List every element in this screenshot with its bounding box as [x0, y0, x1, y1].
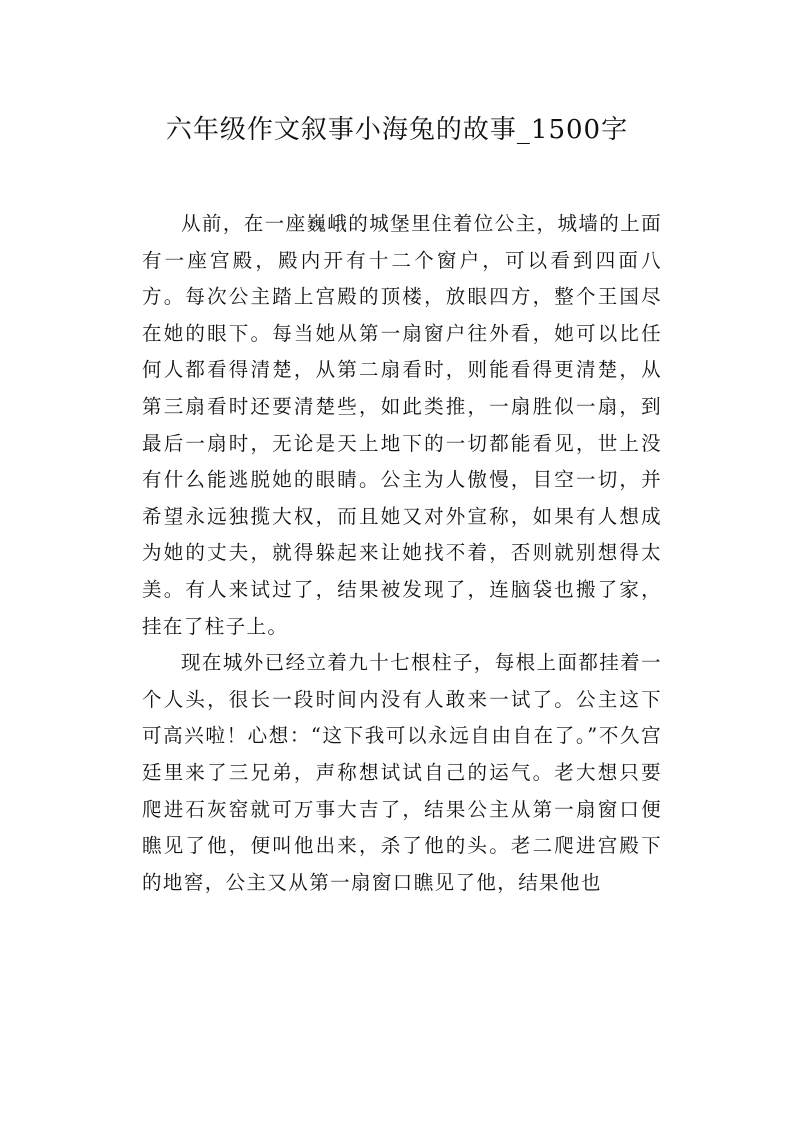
paragraph: 从前，在一座巍峨的城堡里住着位公主，城墙的上面有一座宫殿，殿内开有十二个窗户，可以看到四面八方。每次公主踏上宫殿的顶楼，放眼四方，整个王国尽在她的眼下。每当她从第一扇窗户往外看，她可以比任何人都看得清楚，从第二扇看时，则能看得更清楚，从第三扇看时还要清楚些，如此类推，一扇胜似一扇，到最后一扇时，无论是天上地下的一切都能看见，世上没有什么能逃脱她的眼睛。公主为人傲慢，目空一切，并希望永远独揽大权，而且她又对外宣称，如果有人想成为她的丈夫，就得躲起来让她找不着，否则就别想得太美。有人来试过了，结果被发现了，连脑袋也搬了家，挂在了柱子上。 [142, 212, 662, 638]
paragraph: 现在城外已经立着九十七根柱子，每根上面都挂着一个人头，很长一段时间内没有人敢来一试了。公主这下可高兴啦！心想：“这下我可以永远自由自在了。”不久宫廷里来了三兄弟，声称想试试自己的运气。老大想只要爬进石灰窑就可万事大吉了，结果公主从第一扇窗口便瞧见了他，便叫他出来，杀了他的头。老二爬进宫殿下的地窖，公主又从第一扇窗口瞧见了他，结果他也 [142, 651, 662, 894]
document-title: 六年级作文叙事小海兔的故事_1500字 [165, 115, 629, 145]
document-body [142, 206, 662, 901]
